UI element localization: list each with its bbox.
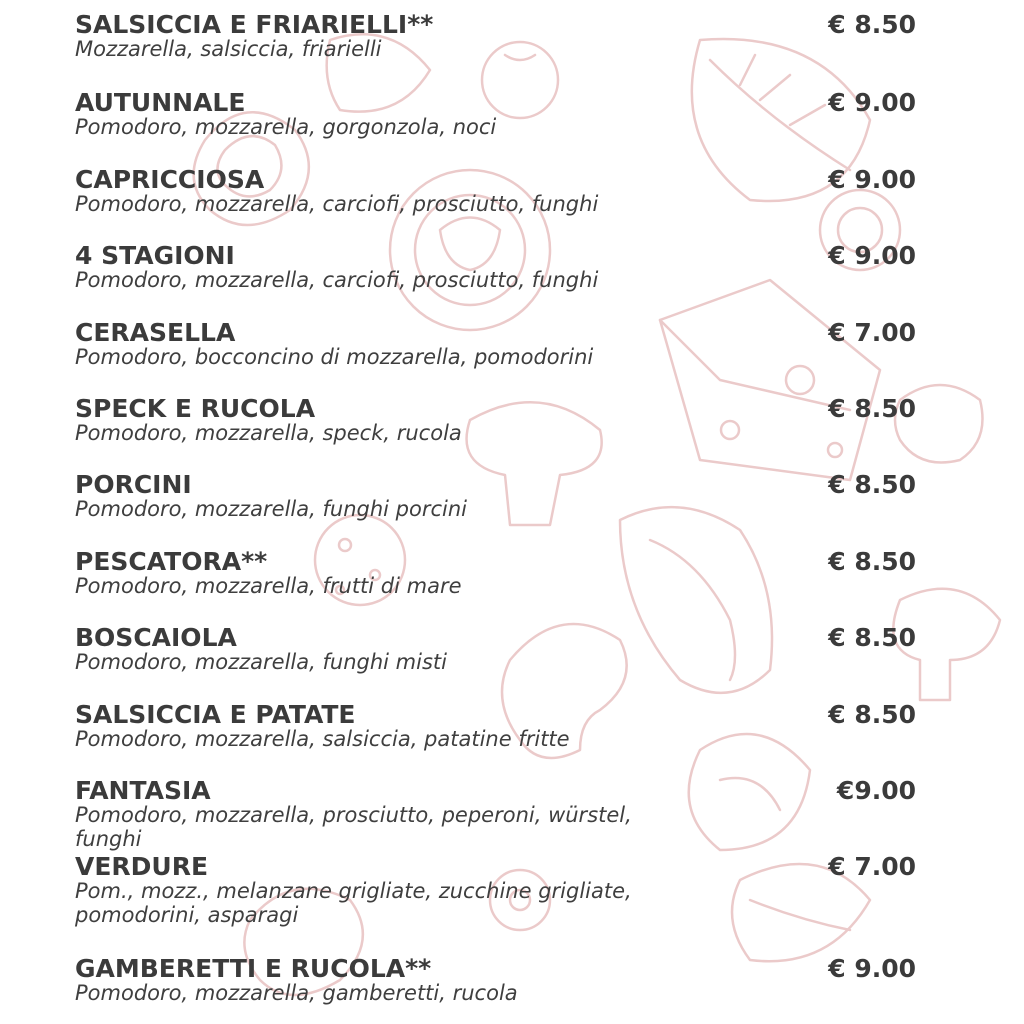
item-name: PORCINI	[75, 470, 192, 499]
item-description: Pomodoro, mozzarella, funghi porcini	[75, 497, 467, 521]
item-price: € 9.00	[828, 88, 916, 117]
item-price: € 9.00	[828, 241, 916, 270]
item-price: € 8.50	[828, 547, 916, 576]
item-name: SALSICCIA E PATATE	[75, 700, 356, 729]
item-description: Pomodoro, mozzarella, gorgonzola, noci	[75, 115, 497, 139]
item-description: Pomodoro, mozzarella, carciofi, prosciutto, funghi	[75, 192, 599, 216]
item-description: Pomodoro, mozzarella, salsiccia, patatine fritte	[75, 727, 570, 751]
item-description: Pom., mozz., melanzane grigliate, zucchine grigliate, pomodorini, asparagi	[75, 879, 632, 927]
item-name: PESCATORA**	[75, 547, 268, 576]
item-price: € 9.00	[828, 954, 916, 983]
item-price: € 8.50	[828, 10, 916, 39]
item-name: CERASELLA	[75, 318, 236, 347]
item-description: Mozzarella, salsiccia, friarielli	[75, 37, 382, 61]
item-name: AUTUNNALE	[75, 88, 246, 117]
item-name: 4 STAGIONI	[75, 241, 235, 270]
item-name: GAMBERETTI E RUCOLA**	[75, 954, 432, 983]
item-description: Pomodoro, mozzarella, speck, rucola	[75, 421, 462, 445]
item-price: €9.00	[836, 776, 916, 805]
item-price: € 8.50	[828, 700, 916, 729]
item-price: € 8.50	[828, 470, 916, 499]
item-name: SALSICCIA E FRIARIELLI**	[75, 10, 434, 39]
item-description: Pomodoro, mozzarella, funghi misti	[75, 650, 447, 674]
item-description: Pomodoro, mozzarella, prosciutto, peperoni, würstel, funghi	[75, 803, 632, 851]
item-name: VERDURE	[75, 852, 209, 881]
item-price: € 7.00	[828, 318, 916, 347]
item-name: CAPRICCIOSA	[75, 165, 265, 194]
item-name: SPECK E RUCOLA	[75, 394, 316, 423]
item-name: BOSCAIOLA	[75, 623, 237, 652]
item-price: € 9.00	[828, 165, 916, 194]
item-description: Pomodoro, mozzarella, frutti di mare	[75, 574, 462, 598]
item-price: € 8.50	[828, 394, 916, 423]
item-description: Pomodoro, bocconcino di mozzarella, pomodorini	[75, 345, 594, 369]
item-description: Pomodoro, mozzarella, gamberetti, rucola	[75, 981, 518, 1005]
item-price: € 7.00	[828, 852, 916, 881]
item-price: € 8.50	[828, 623, 916, 652]
item-description: Pomodoro, mozzarella, carciofi, prosciutto, funghi	[75, 268, 599, 292]
item-name: FANTASIA	[75, 776, 211, 805]
